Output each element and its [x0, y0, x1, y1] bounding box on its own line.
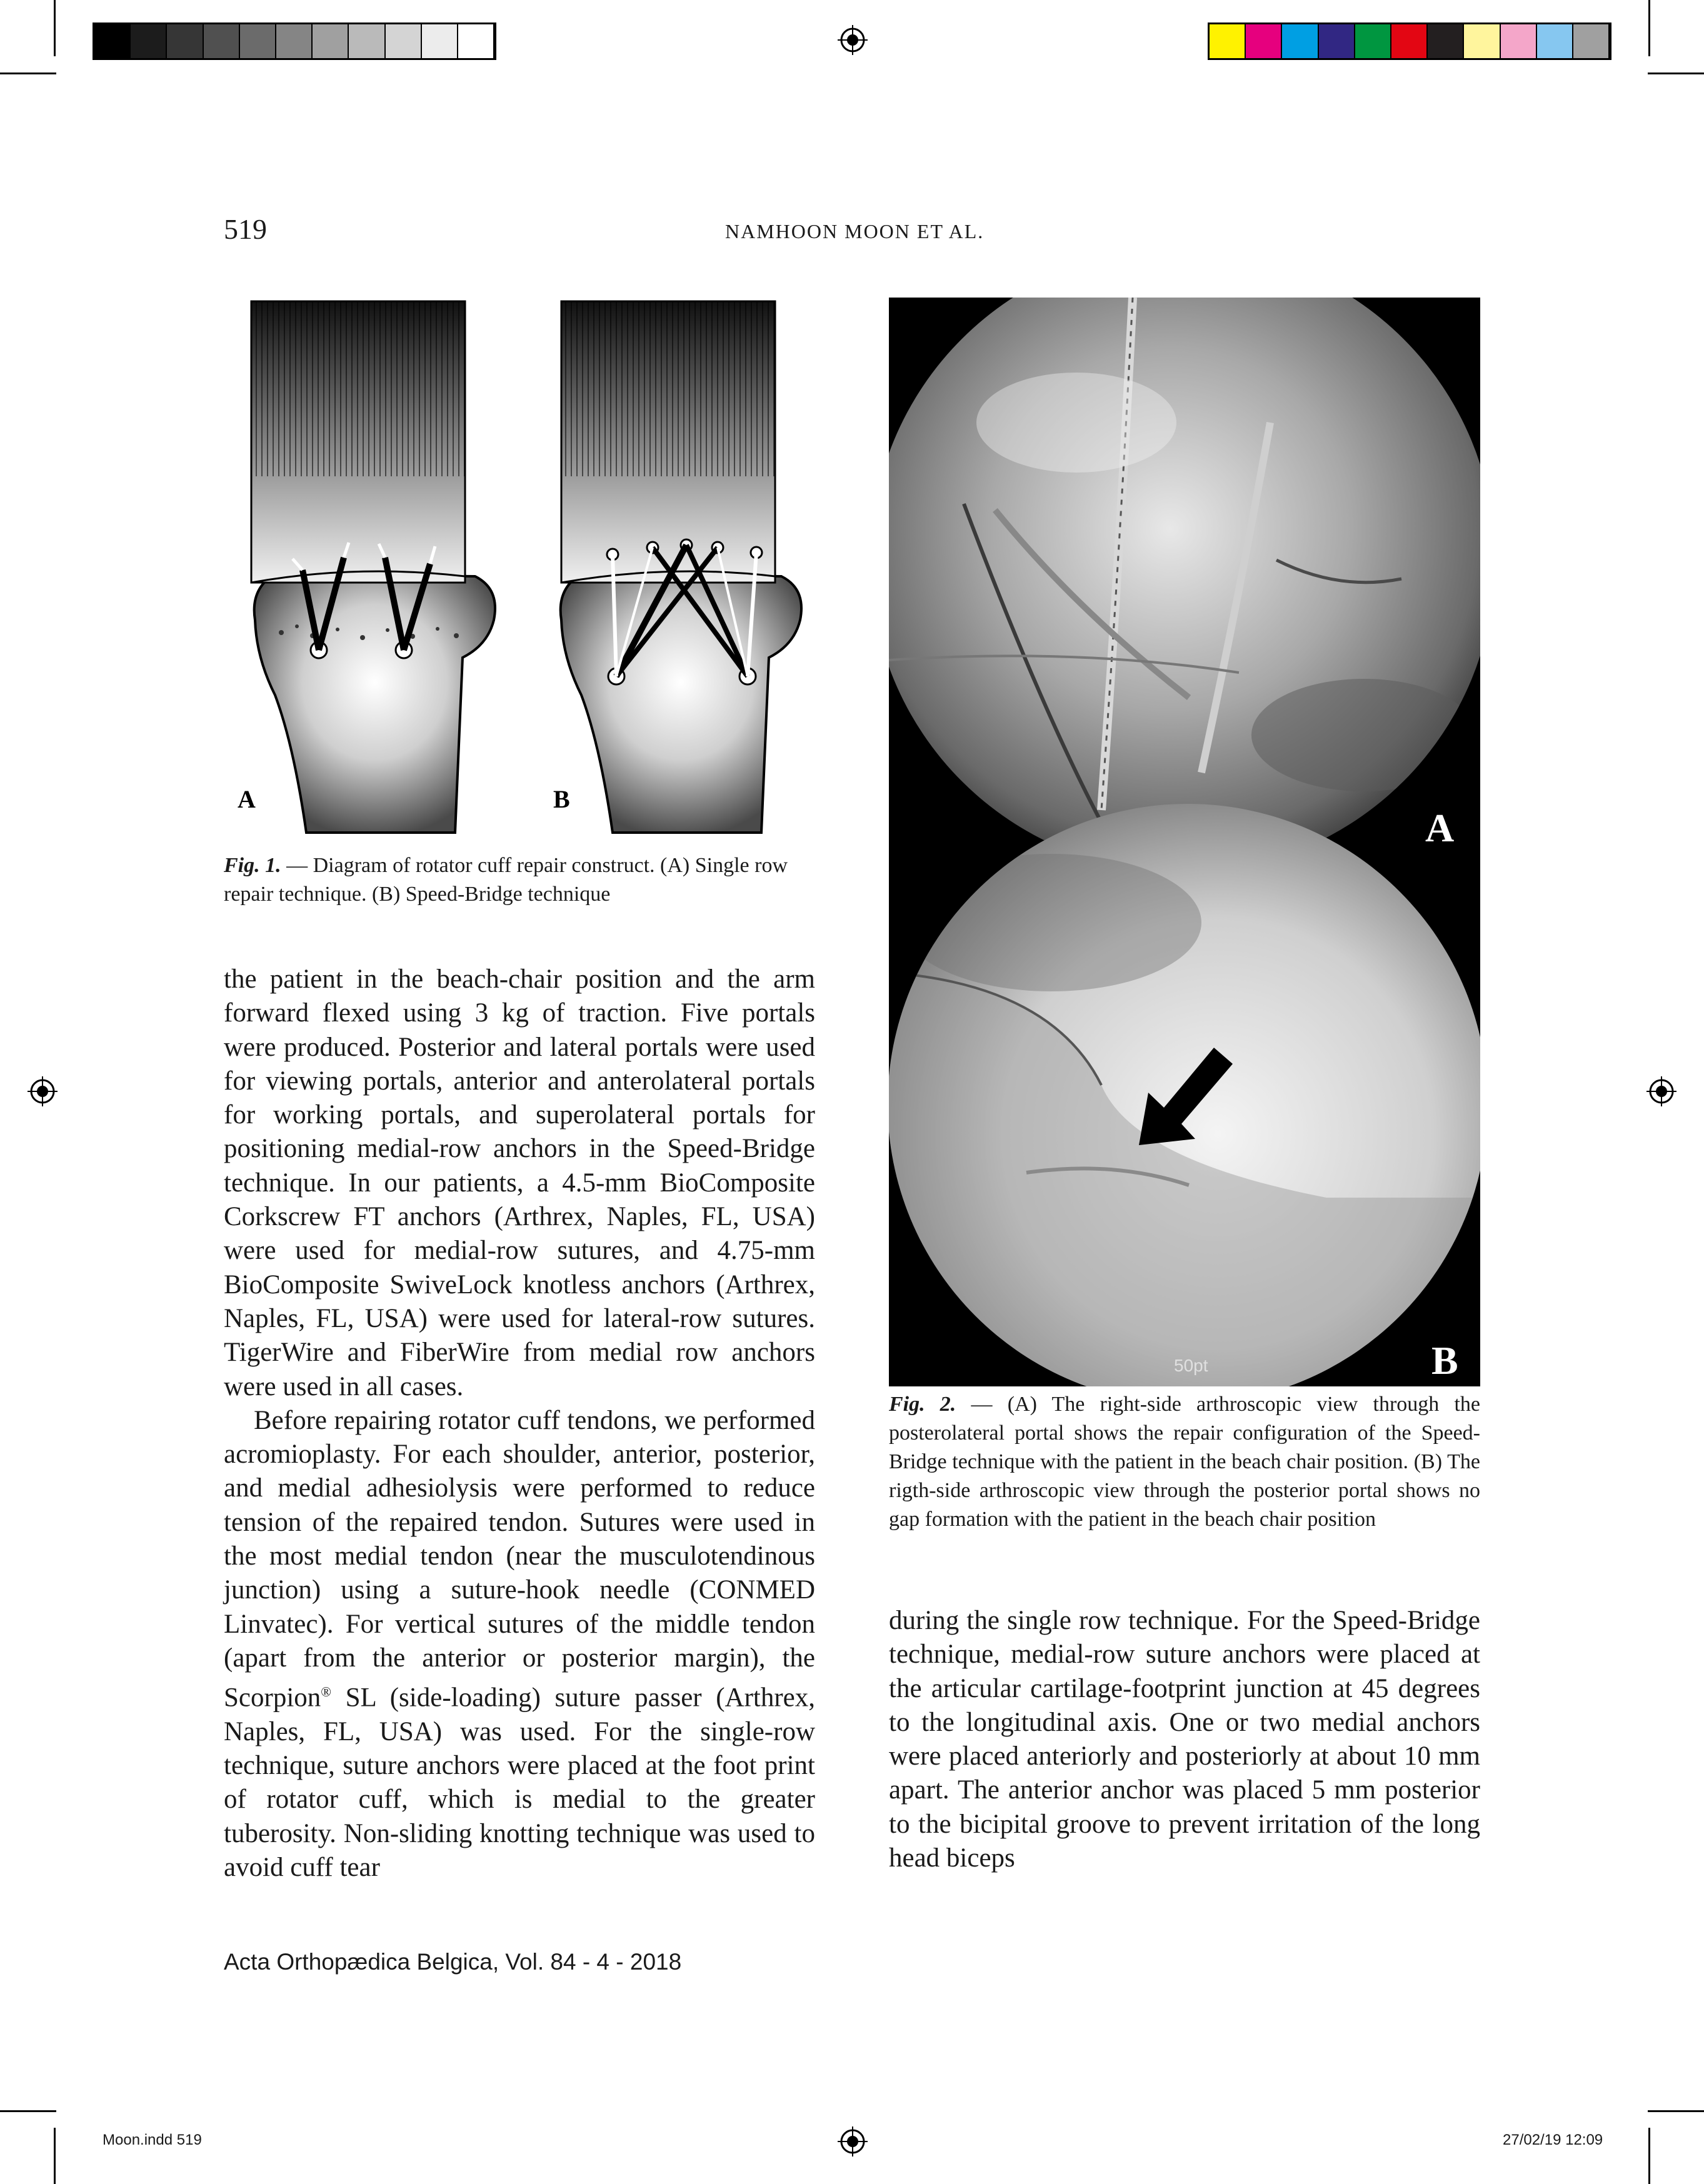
color-swatch [1428, 24, 1464, 58]
color-swatch [131, 24, 167, 58]
color-bar [1208, 23, 1611, 60]
color-swatch [94, 24, 131, 58]
file-slug: Moon.indd 519 [103, 2131, 202, 2148]
crop-mark [54, 0, 56, 56]
greyscale-bar [93, 23, 496, 60]
panel-b-drawing [561, 301, 801, 833]
color-swatch [422, 24, 458, 58]
figure-2-scale-note: 50pt [1174, 1356, 1208, 1375]
figure-2-arthroscopy [889, 298, 1480, 1386]
registration-mark-icon [1646, 1076, 1676, 1106]
figure-2-panel-b-view [889, 804, 1480, 1386]
crop-mark [1648, 0, 1650, 56]
color-swatch [1464, 24, 1500, 58]
color-swatch [1573, 24, 1610, 58]
crop-mark [0, 2110, 56, 2112]
paragraph-text: SL (side-loading) suture passer (Arthrex, Naples, FL, USA) was used. For the single-row technique, suture anchors were placed at the foot print of rotator cuff, which is medial to the greater tuberosity. Non-sliding knotting technique was used to avoid cuff tear [224, 1683, 815, 1883]
color-swatch [276, 24, 313, 58]
journal-footer: Acta Orthopædica Belgica, Vol. 84 - 4 - 2018 [224, 1949, 682, 1975]
color-swatch [1282, 24, 1318, 58]
paragraph-text: Before repairing rotator cuff tendons, we performed acromioplasty. For each shoulder, anterior, posterior, and medial adhesiolysis were performed to reduce tension of the repaired tendon. Sutures were used in the most medial tendon (near the musculotendinous junction) using a suture-hook needle (CONMED Linvatec). For vertical sutures of the middle tendon (apart from the anterior or posterior margin), the Scorpion [224, 1405, 815, 1713]
registration-mark-icon [838, 25, 868, 55]
crop-mark [0, 73, 56, 74]
figure-2-caption [889, 1390, 1480, 1534]
paragraph: during the single row technique. For the Speed-Bridge technique, medial-row suture anchors were placed at the articular cartilage-footprint junction at 45 degrees to the longitudinal axis. One or two medial anchors were placed anteriorly and posteriorly at about 10 mm apart. The anterior anchor was placed 5 mm posterior to the bicipital groove to prevent irritation of the long head biceps [889, 1606, 1480, 1873]
registration-mark-icon [28, 1076, 58, 1106]
color-swatch [204, 24, 240, 58]
date-slug: 27/02/19 12:09 [1503, 2131, 1603, 2148]
color-swatch [167, 24, 203, 58]
body-column-right [889, 1604, 1480, 1875]
color-swatch [240, 24, 276, 58]
panel-a-drawing [251, 301, 495, 833]
color-swatch [1501, 24, 1537, 58]
page-number: 519 [224, 213, 267, 245]
registered-mark: ® [321, 1684, 331, 1700]
body-column-left [224, 963, 815, 1885]
figure-1-diagram [238, 295, 825, 845]
paragraph: the patient in the beach-chair position and the arm forward flexed using 3 kg of traction. Five portals were produced. Posterior and lateral portals were used for viewing portals, anterior and anterolateral portals for working portals, and superolateral portals for positioning medial-row anchors in the Speed-Bridge technique. In our patients, a 4.5-mm BioComposite Corkscrew FT anchors (Arthrex, Naples, FL, USA) were used for medial-row sutures, and 4.75-mm BioComposite SwiveLock knotless anchors (Arthrex, Naples, FL, USA) were used for lateral-row sutures. TigerWire and FiberWire from medial row anchors were used in all cases. [224, 964, 815, 1401]
figure-1-label-b: B [553, 785, 570, 813]
color-swatch [458, 24, 494, 58]
figure-1-caption-lead: Fig. 1. [224, 854, 281, 877]
color-swatch [1537, 24, 1573, 58]
color-swatch [1246, 24, 1282, 58]
figure-2-label-a: A [1425, 806, 1455, 850]
color-swatch [1355, 24, 1391, 58]
figure-2-label-b: B [1431, 1338, 1458, 1383]
crop-mark [1648, 73, 1704, 74]
figure-2-caption-text: — (A) The right-side arthroscopic view through the posterolateral portal shows the repair configuration of the Speed-Bridge technique with the patient in the beach chair position. (B) The rigth-side arthroscopic view through the posterior portal shows no gap formation with the patient in the beach chair position [889, 1393, 1480, 1531]
color-swatch [313, 24, 349, 58]
figure-1-caption-text: — Diagram of rotator cuff repair construct. (A) Single row repair technique. (B) Speed-Bridge technique [224, 854, 788, 906]
figure-2-caption-lead: Fig. 2. [889, 1393, 956, 1416]
color-swatch [1210, 24, 1246, 58]
crop-mark [1648, 2110, 1704, 2112]
figure-2-panel-a-view [889, 298, 1480, 873]
figure-1-caption [224, 851, 815, 909]
crop-mark [54, 2128, 56, 2184]
figure-1-label-a: A [238, 785, 256, 813]
color-swatch [349, 24, 385, 58]
color-swatch [1319, 24, 1355, 58]
color-swatch [386, 24, 422, 58]
paragraph [224, 1404, 815, 1885]
registration-mark-icon [838, 2126, 868, 2156]
crop-mark [1648, 2128, 1650, 2184]
running-author: NAMHOON MOON ET AL. [725, 220, 985, 243]
color-swatch [1391, 24, 1428, 58]
